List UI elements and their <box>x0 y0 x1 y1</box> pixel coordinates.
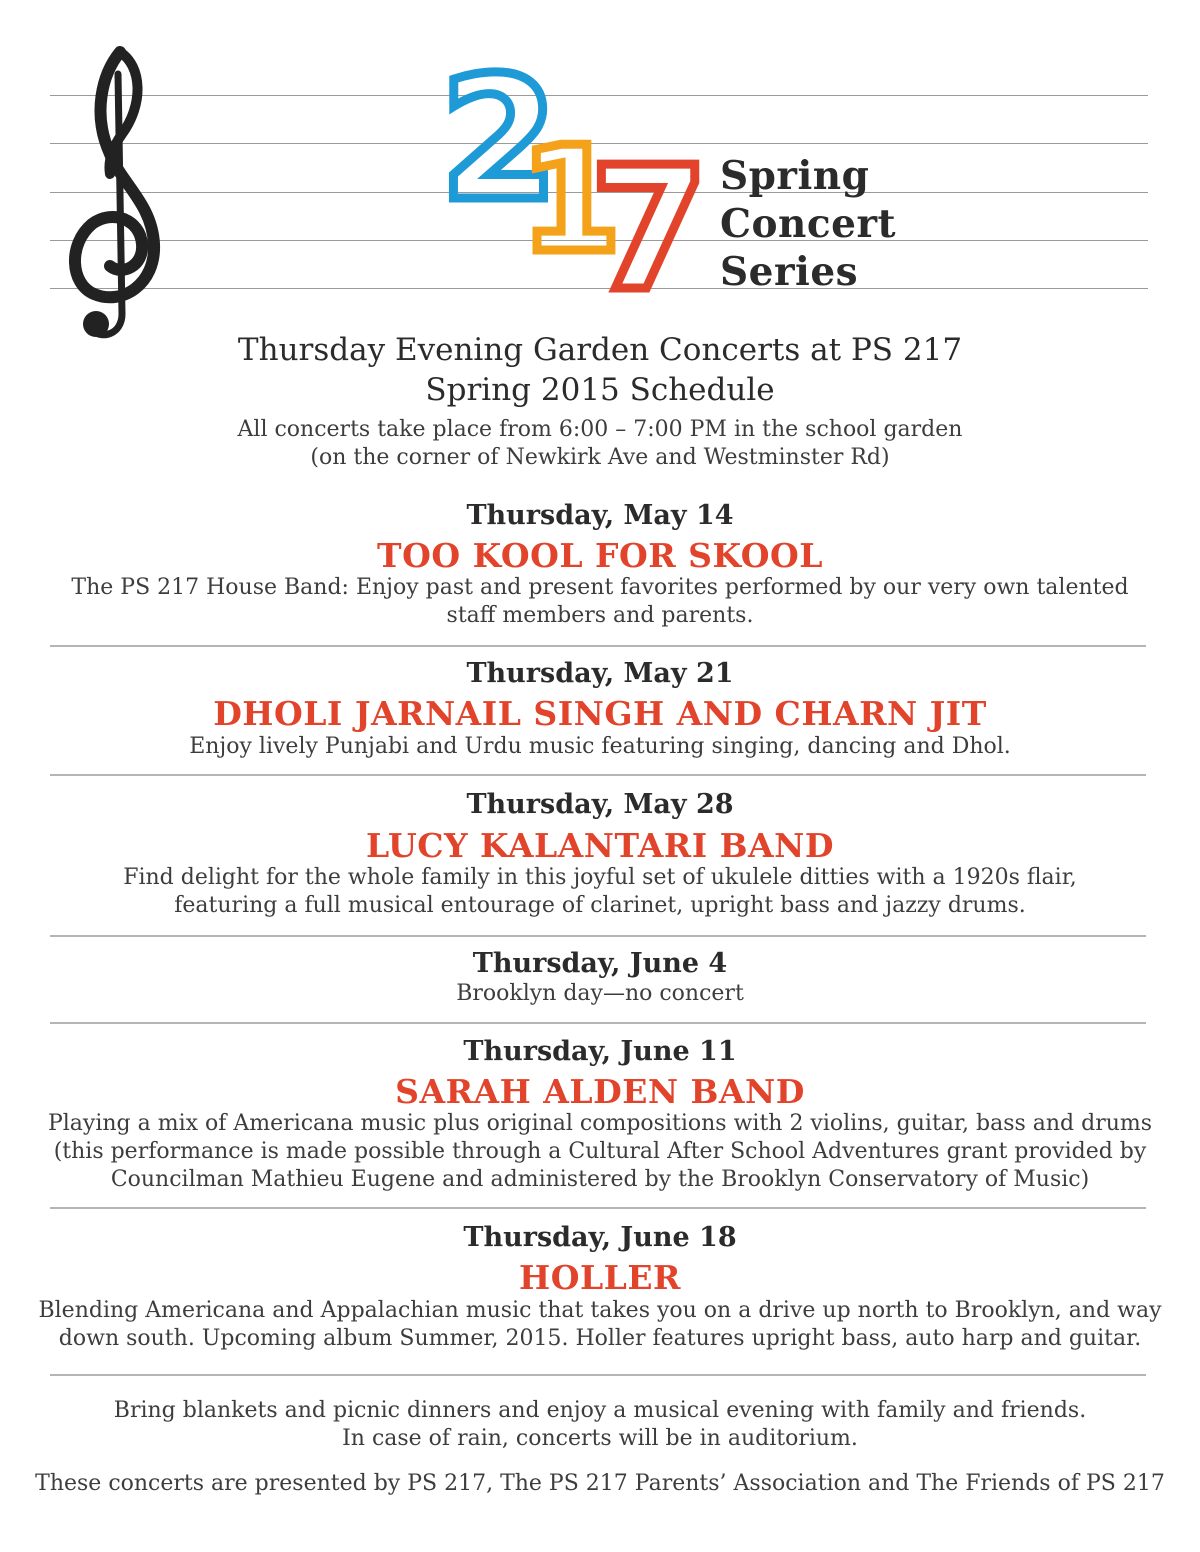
schedule-title: Spring 2015 Schedule <box>425 372 775 408</box>
band-name: HOLLER <box>519 1258 681 1297</box>
band-name: TOO KOOL FOR SKOOL <box>377 536 823 575</box>
concert-description: Brooklyn day—no concert <box>456 981 744 1006</box>
band-name: DHOLI JARNAIL SINGH AND CHARN JIT <box>213 694 987 733</box>
footer-note: Bring blankets and picnic dinners and enjoy a musical evening with family and friends. <box>113 1398 1087 1423</box>
concert-description: Playing a mix of Americana music plus original compositions with 2 violins, guitar, bass and drums <box>47 1111 1153 1136</box>
divider <box>50 1207 1146 1209</box>
concert-description: Blending Americana and Appalachian music that takes you on a drive up north to Brooklyn, and way <box>38 1298 1162 1323</box>
concert-date: Thursday, June 11 <box>463 1036 737 1067</box>
logo-digit-2: 2 <box>440 50 559 239</box>
logo-digit-7: 7 <box>590 131 709 300</box>
concert-description: Enjoy lively Punjabi and Urdu music featuring singing, dancing and Dhol. <box>189 734 1011 759</box>
presenters-note: These concerts are presented by PS 217, The PS 217 Parents’ Association and The Friends of PS 217 <box>35 1471 1165 1496</box>
series-title-line: Series <box>720 249 859 295</box>
concert-description: Find delight for the whole family in this joyful set of ukulele ditties with a 1920s flair, <box>123 865 1077 890</box>
divider <box>50 1374 1146 1376</box>
location-info: (on the corner of Newkirk Ave and Westminster Rd) <box>310 445 890 470</box>
concert-date: Thursday, June 4 <box>472 948 728 979</box>
concert-description: (this performance is made possible through a Cultural After School Adventures grant provided by <box>53 1139 1147 1164</box>
concert-description: featuring a full musical entourage of clarinet, upright bass and jazzy drums. <box>174 893 1026 918</box>
series-title <box>720 152 896 296</box>
concert-date: Thursday, May 21 <box>466 658 734 689</box>
band-name: SARAH ALDEN BAND <box>395 1072 805 1111</box>
divider <box>50 774 1146 776</box>
series-title-line: Spring <box>720 153 870 199</box>
concert-description: staff members and parents. <box>446 603 754 628</box>
band-name: LUCY KALANTARI BAND <box>366 826 834 865</box>
concert-description: The PS 217 House Band: Enjoy past and present favorites performed by our very own talented <box>71 575 1129 600</box>
divider <box>50 645 1146 647</box>
concert-description: down south. Upcoming album Summer, 2015. Holler features upright bass, auto harp and guitar. <box>58 1326 1142 1351</box>
rain-note: In case of rain, concerts will be in auditorium. <box>342 1426 858 1451</box>
concert-date: Thursday, May 14 <box>466 500 734 531</box>
concert-date: Thursday, May 28 <box>466 789 734 820</box>
concert-date: Thursday, June 18 <box>463 1222 737 1253</box>
divider <box>50 935 1146 937</box>
page-title: Thursday Evening Garden Concerts at PS 217 <box>237 332 963 368</box>
concert-description: Councilman Mathieu Eugene and administered by the Brooklyn Conservatory of Music) <box>110 1167 1090 1192</box>
time-info: All concerts take place from 6:00 – 7:00 PM in the school garden <box>237 417 963 442</box>
ps217-logo <box>440 50 710 300</box>
divider <box>50 1022 1146 1024</box>
series-title-line: Concert <box>720 201 897 247</box>
logo-digit-1: 1 <box>520 116 621 285</box>
treble-clef-icon <box>62 44 172 344</box>
